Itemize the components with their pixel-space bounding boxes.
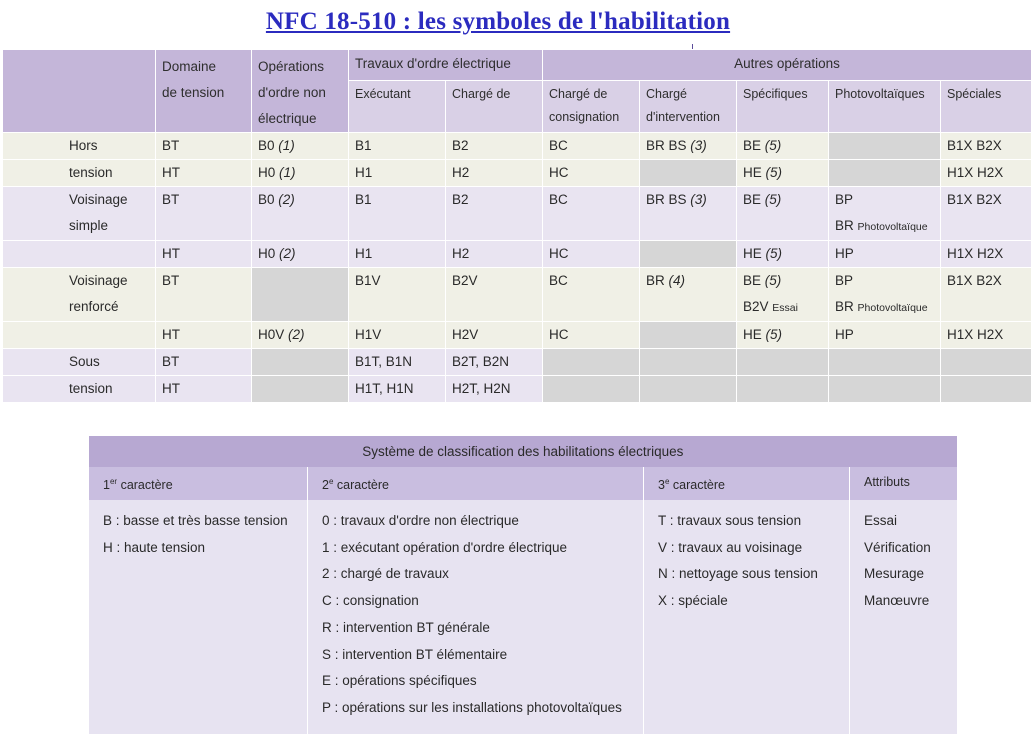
cell-text: BP [835,192,854,207]
list-item: Essai [864,513,898,528]
cell-note: (5) [764,138,782,153]
cell-empty [543,376,640,403]
header-second-char [308,467,644,500]
list-item: Manœuvre [864,593,930,609]
cell-small-text: Photovoltaïque [857,221,928,233]
cell-executant: H1T, H1N [349,376,446,403]
cell-empty [640,376,737,403]
cell-operations [252,187,349,241]
list-item: P : opérations sur les installations photovoltaïques [322,699,622,715]
cell-small-text: Photovoltaïque [857,302,928,314]
cell-text: BP [835,273,854,288]
list-item: 1 : exécutant opération d'ordre électrique [322,539,567,555]
cell-domaine: HT [156,376,252,403]
cell-domaine: BT [156,133,252,160]
row-label-empty [3,241,156,268]
table-row [3,349,1032,376]
cell-text: HE [743,327,762,342]
row-label: Sous [3,349,156,376]
cell-empty [640,241,737,268]
header-autres-operations: Autres opérations [543,50,1032,81]
cell-charge: B2T, B2N [446,349,543,376]
cell-empty [737,349,829,376]
cell-photovoltaiques: HP [829,241,941,268]
cell-text: B0 [258,138,275,153]
cell-empty [640,160,737,187]
cell-specifiques [737,241,829,268]
cell-note: (3) [690,138,707,153]
cell-domaine: BT [156,349,252,376]
cell-speciales: H1X H2X [941,322,1032,349]
cell-text: BE [743,192,762,207]
attributs-list [850,500,957,734]
cell-executant: B1T, B1N [349,349,446,376]
cell-charge: H2T, H2N [446,376,543,403]
header-operations-line1: Opérations [258,59,325,74]
header-photovoltaiques: Photovoltaïques [829,81,941,133]
header-speciales: Spéciales [941,81,1032,133]
cell-photovoltaiques [829,268,941,322]
list-item: R : intervention BT générale [322,619,490,635]
cell-text-line2 [835,213,940,240]
header-travaux: Travaux d'ordre électrique [349,50,543,81]
page-title: NFC 18-510 : les symboles de l'habilitation [265,8,731,35]
header-intervention [640,81,737,133]
table-row [3,376,1032,403]
cell-specifiques [737,322,829,349]
cell-consignation: BC [543,187,640,241]
table-row [3,322,1032,349]
cell-domaine: HT [156,322,252,349]
header-charge-de: Chargé de [446,81,543,133]
cell-specifiques [737,133,829,160]
table-header-row [3,50,1032,81]
cell-specifiques [737,187,829,241]
table-row [3,133,1032,160]
cell-charge: B2V [446,268,543,322]
cell-executant: B1V [349,268,446,322]
cell-empty [829,133,941,160]
classification-header-row [89,467,957,500]
cell-specifiques [737,160,829,187]
cell-charge: B2 [446,187,543,241]
cell-executant: B1 [349,133,446,160]
list-item: S : intervention BT élémentaire [322,646,508,662]
header-operations-line3: électrique [258,111,317,126]
cell-text-line1 [743,268,828,294]
second-char-list [308,500,644,734]
cell-speciales: B1X B2X [941,187,1032,241]
cell-note: (5) [764,273,782,288]
cell-note: (1) [278,138,295,153]
cell-speciales: H1X H2X [941,160,1032,187]
header-third-char [644,467,850,500]
list-item: C : consignation [322,593,419,609]
header-first-char [89,467,308,500]
third-char-list [644,500,850,734]
header-executant: Exécutant [349,81,446,133]
cell-operations [252,133,349,160]
list-item: Vérification [864,539,931,555]
row-label-line2: renforcé [69,299,119,314]
row-label-line2: simple [69,218,109,233]
cell-note: (4) [668,273,686,288]
cell-executant: H1 [349,160,446,187]
header-num: 2 [322,478,329,492]
classification-title-row [89,436,957,467]
row-label [3,268,156,322]
cell-text: BE [743,273,762,288]
list-item: T : travaux sous tension [658,513,802,528]
row-label-line1: Voisinage [69,273,128,288]
header-consignation-line2: consignation [549,110,620,124]
cell-text: BR [646,273,665,288]
header-sup: e [664,477,670,486]
cell-photovoltaiques: HP [829,322,941,349]
row-label: Hors [3,133,156,160]
classification-table [88,436,957,734]
cell-note: (5) [764,192,782,207]
cell-speciales: B1X B2X [941,268,1032,322]
first-char-list [89,500,308,734]
cell-intervention [640,133,737,160]
cell-intervention [640,268,737,322]
cell-note: (5) [765,327,783,342]
cell-operations [252,241,349,268]
cell-charge: H2 [446,241,543,268]
cell-consignation: BC [543,268,640,322]
cell-text: H0 [258,246,276,261]
cell-empty [941,376,1032,403]
list-item: Mesurage [864,566,925,582]
cell-charge: H2 [446,160,543,187]
list-item: V : travaux au voisinage [658,539,803,555]
table-row [3,160,1032,187]
cell-empty [252,268,349,322]
cell-empty [252,376,349,403]
cell-intervention [640,187,737,241]
header-domaine-line2: de tension [162,85,225,100]
cell-empty [941,349,1032,376]
header-label: caractère [120,478,173,492]
cell-small-text: Essai [772,302,798,314]
header-empty-cell [3,50,156,133]
header-sup: e [328,477,334,486]
cell-domaine: BT [156,268,252,322]
row-label-line1: Voisinage [69,192,128,207]
cell-text: HE [743,246,762,261]
list-item: B : basse et très basse tension [103,513,288,528]
cell-executant: B1 [349,187,446,241]
header-intervention-line1: Chargé [646,87,687,101]
header-intervention-line2: d'intervention [646,110,720,124]
cell-empty [737,376,829,403]
cell-note: (1) [279,165,296,180]
cell-note: (5) [765,165,783,180]
row-label: tension [3,160,156,187]
cell-domaine: HT [156,241,252,268]
header-domaine [156,50,252,133]
header-specifiques: Spécifiques [737,81,829,133]
header-num: 1 [103,478,110,492]
cell-empty [640,322,737,349]
cell-photovoltaiques [829,187,941,241]
header-consignation [543,81,640,133]
header-consignation-line1: Chargé de [549,87,608,101]
cell-empty [829,376,941,403]
list-item: H : haute tension [103,539,206,555]
cell-specifiques [737,268,829,322]
cell-text: BR [835,299,854,314]
cell-speciales: H1X H2X [941,241,1032,268]
list-item: N : nettoyage sous tension [658,566,818,582]
header-attributs: Attributs [850,467,957,500]
cell-text: BE [743,138,762,153]
cell-empty [640,349,737,376]
header-domaine-line1: Domaine [162,59,217,74]
cell-text: H0V [258,327,285,342]
cell-speciales: B1X B2X [941,133,1032,160]
cell-text: B2V [743,299,769,314]
cell-note: (5) [765,246,783,261]
cell-text: BR BS [646,138,687,153]
table-row [3,241,1032,268]
habilitation-symbols-table [2,49,1032,403]
cell-executant: H1V [349,322,446,349]
row-label [3,187,156,241]
cell-consignation: HC [543,160,640,187]
cell-empty [252,349,349,376]
cell-executant: H1 [349,241,446,268]
cell-empty [543,349,640,376]
cell-note: (2) [288,327,305,342]
header-operations [252,50,349,133]
cell-text-line2 [743,294,828,321]
cell-text: B0 [258,192,275,207]
cell-consignation: HC [543,322,640,349]
cell-text: HE [743,165,762,180]
cell-domaine: BT [156,187,252,241]
list-item: X : spéciale [658,593,728,609]
cell-text: BR [835,218,854,233]
row-label: tension [3,376,156,403]
cell-consignation: BC [543,133,640,160]
cell-charge: B2 [446,133,543,160]
header-num: 3 [658,478,665,492]
cell-domaine: HT [156,160,252,187]
header-label: caractère [336,478,389,492]
header-operations-line2: d'ordre non [258,85,326,100]
cell-text: H0 [258,165,276,180]
classification-title: Système de classification des habilitations électriques [89,436,957,467]
list-item: E : opérations spécifiques [322,673,477,689]
cell-note: (2) [279,246,296,261]
header-sup: er [109,477,118,486]
row-label-empty [3,322,156,349]
table-row [3,268,1032,322]
cell-operations [252,322,349,349]
list-item: 0 : travaux d'ordre non électrique [322,513,519,528]
cell-charge: H2V [446,322,543,349]
cell-note: (3) [690,192,707,207]
list-item: 2 : chargé de travaux [322,566,449,582]
header-label: caractère [672,478,725,492]
cell-text-line2 [835,294,940,321]
cell-text: BR BS [646,192,687,207]
classification-body-row [89,500,957,734]
cell-consignation: HC [543,241,640,268]
cell-empty [829,160,941,187]
cell-operations [252,160,349,187]
cell-empty [829,349,941,376]
table-row [3,187,1032,241]
cell-note: (2) [278,192,295,207]
